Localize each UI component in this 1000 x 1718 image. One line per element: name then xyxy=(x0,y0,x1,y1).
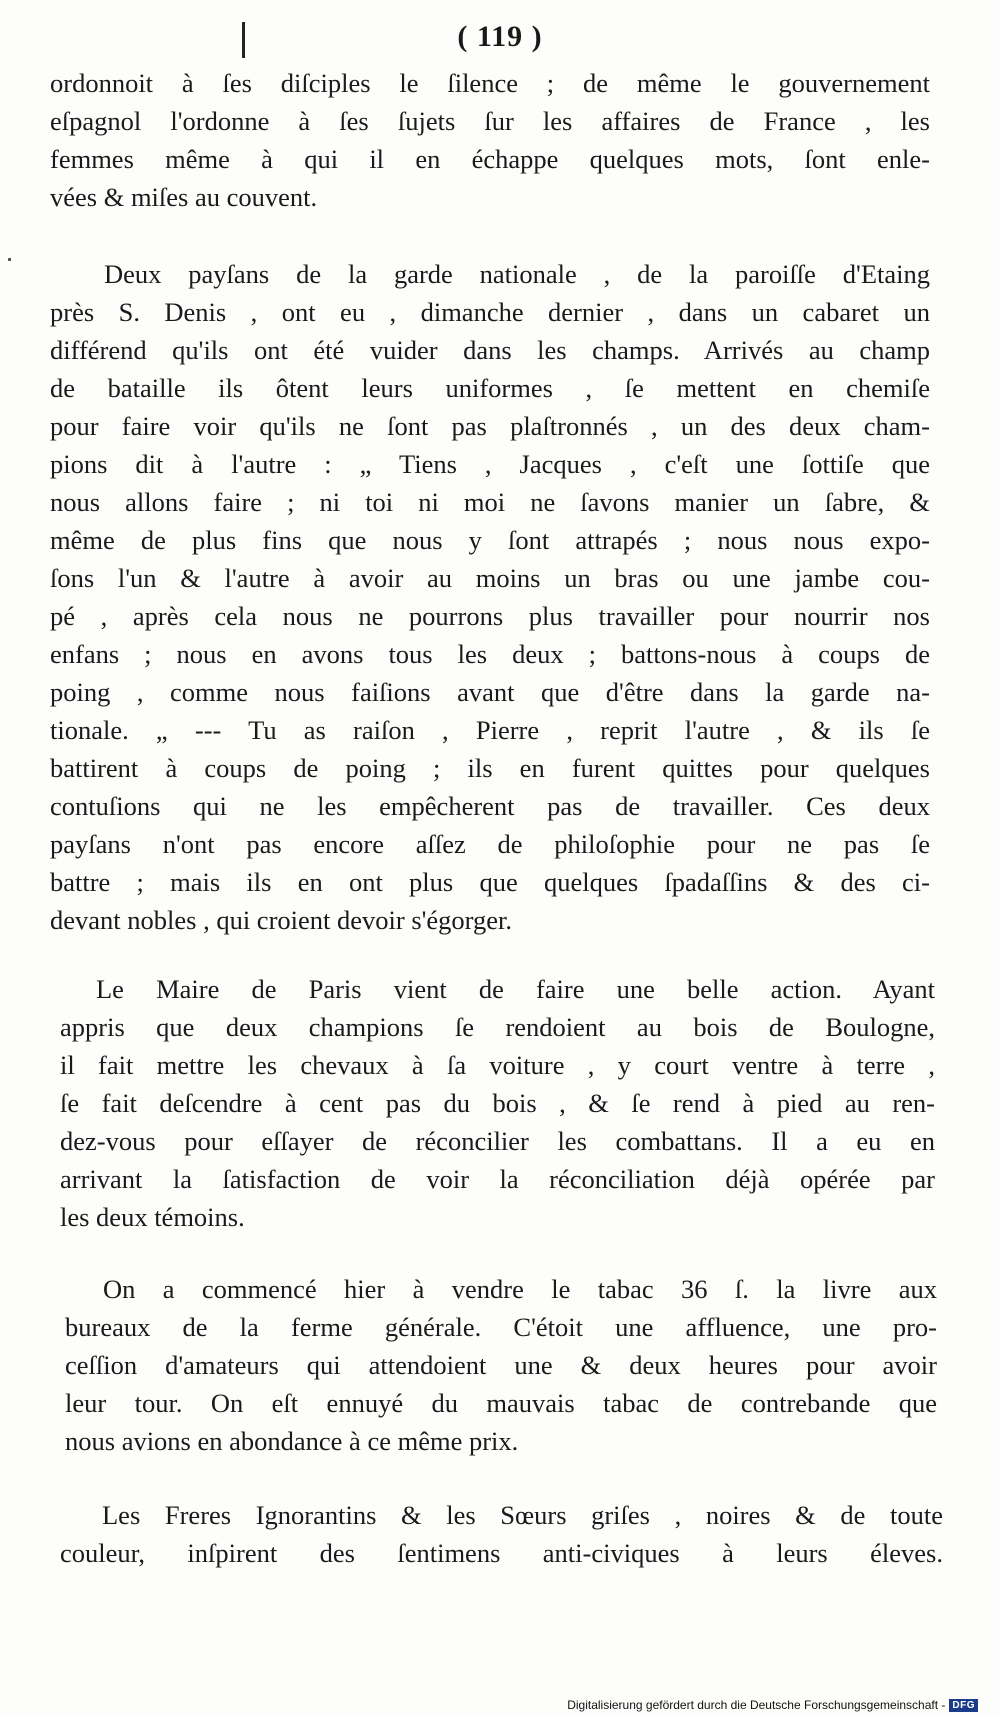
text-line: même de plus fins que nous y ſont attrapés ; nous nous expo- xyxy=(50,525,930,555)
text-line: enfans ; nous en avons tous les deux ; battons-nous à coups de xyxy=(50,639,930,669)
text-line: bureaux de la ferme générale. C'étoit une affluence, une pro- xyxy=(65,1312,937,1342)
digitization-credit xyxy=(567,1698,978,1712)
paragraph-4 xyxy=(65,1270,937,1460)
text-line: ceſſion d'amateurs qui attendoient une & deux heures pour avoir xyxy=(65,1350,937,1380)
text-line: battirent à coups de poing ; ils en furent quittes pour quelques xyxy=(50,753,930,783)
text-line: Les Freres Ignorantins & les Sœurs griſes , noires & de toute xyxy=(102,1500,943,1530)
text-line: ſe fait deſcendre à cent pas du bois , & ſe rend à pied au ren- xyxy=(60,1088,935,1118)
text-line: pour faire voir qu'ils ne ſont pas plaſtronnés , un des deux cham- xyxy=(50,411,930,441)
text-line: arrivant la ſatisfaction de voir la réconciliation déjà opérée par xyxy=(60,1164,935,1194)
text-line: dez-vous pour eſſayer de réconcilier les combattans. Il a eu en xyxy=(60,1126,935,1156)
text-line: Deux payſans de la garde nationale , de la paroiſſe d'Etaing xyxy=(104,259,930,289)
page-number: ( 119 ) xyxy=(457,20,543,53)
text-line: eſpagnol l'ordonne à ſes ſujets ſur les affaires de France , les xyxy=(50,106,930,136)
text-line: nous allons faire ; ni toi ni moi ne ſavons manier un ſabre, & xyxy=(50,487,930,517)
credit-text: Digitalisierung gefördert durch die Deutsche Forschungsgemeinschaft - xyxy=(567,1698,946,1712)
text-line: les deux témoins. xyxy=(60,1202,245,1232)
text-line: pions dit à l'autre : „ Tiens , Jacques , c'eſt une ſottiſe que xyxy=(50,449,930,479)
dfg-logo: DFG xyxy=(949,1699,978,1712)
text-line: battre ; mais ils en ont plus que quelques ſpadaſſins & des ci- xyxy=(50,867,930,897)
text-line: Le Maire de Paris vient de faire une belle action. Ayant xyxy=(96,974,935,1004)
text-line: ordonnoit à ſes diſciples le ſilence ; de même le gouvernement xyxy=(50,68,930,98)
text-line: différend qu'ils ont été vuider dans les champs. Arrivés au champ xyxy=(50,335,930,365)
text-line: ſons l'un & l'autre à avoir au moins un bras ou une jambe cou- xyxy=(50,563,930,593)
stray-ink-mark xyxy=(8,258,11,261)
text-line: vées & miſes au couvent. xyxy=(50,182,318,212)
paragraph-1 xyxy=(50,64,930,216)
text-line: payſans n'ont pas encore aſſez de philoſophie pour ne pas ſe xyxy=(50,829,930,859)
paragraph-3 xyxy=(60,970,935,1236)
text-line: femmes même à qui il en échappe quelques mots, ſont enle- xyxy=(50,144,930,174)
text-line: couleur, inſpirent des ſentimens anti-civiques à leurs éleves. xyxy=(60,1538,943,1568)
text-line: appris que deux champions ſe rendoient au bois de Boulogne, xyxy=(60,1012,935,1042)
text-line: contuſions qui ne les empêcherent pas de travailler. Ces deux xyxy=(50,791,930,821)
text-line: leur tour. On eſt ennuyé du mauvais tabac de contrebande que xyxy=(65,1388,937,1418)
text-line: nous avions en abondance à ce même prix. xyxy=(65,1426,519,1456)
paragraph-2 xyxy=(50,255,930,939)
text-line: poing , comme nous faiſions avant que d'être dans la garde na- xyxy=(50,677,930,707)
text-line: il fait mettre les chevaux à ſa voiture , y court ventre à terre , xyxy=(60,1050,935,1080)
text-line: devant nobles , qui croient devoir s'égorger. xyxy=(50,905,513,935)
text-line: de bataille ils ôtent leurs uniformes , ſe mettent en chemiſe xyxy=(50,373,930,403)
paragraph-5 xyxy=(60,1496,943,1572)
text-line: tionale. „ --- Tu as raiſon , Pierre , reprit l'autre , & ils ſe xyxy=(50,715,930,745)
text-line: On a commencé hier à vendre le tabac 36 ſ. la livre aux xyxy=(103,1274,937,1304)
text-line: pé , après cela nous ne pourrons plus travailler pour nourrir nos xyxy=(50,601,930,631)
text-line: près S. Denis , ont eu , dimanche dernier , dans un cabaret un xyxy=(50,297,930,327)
